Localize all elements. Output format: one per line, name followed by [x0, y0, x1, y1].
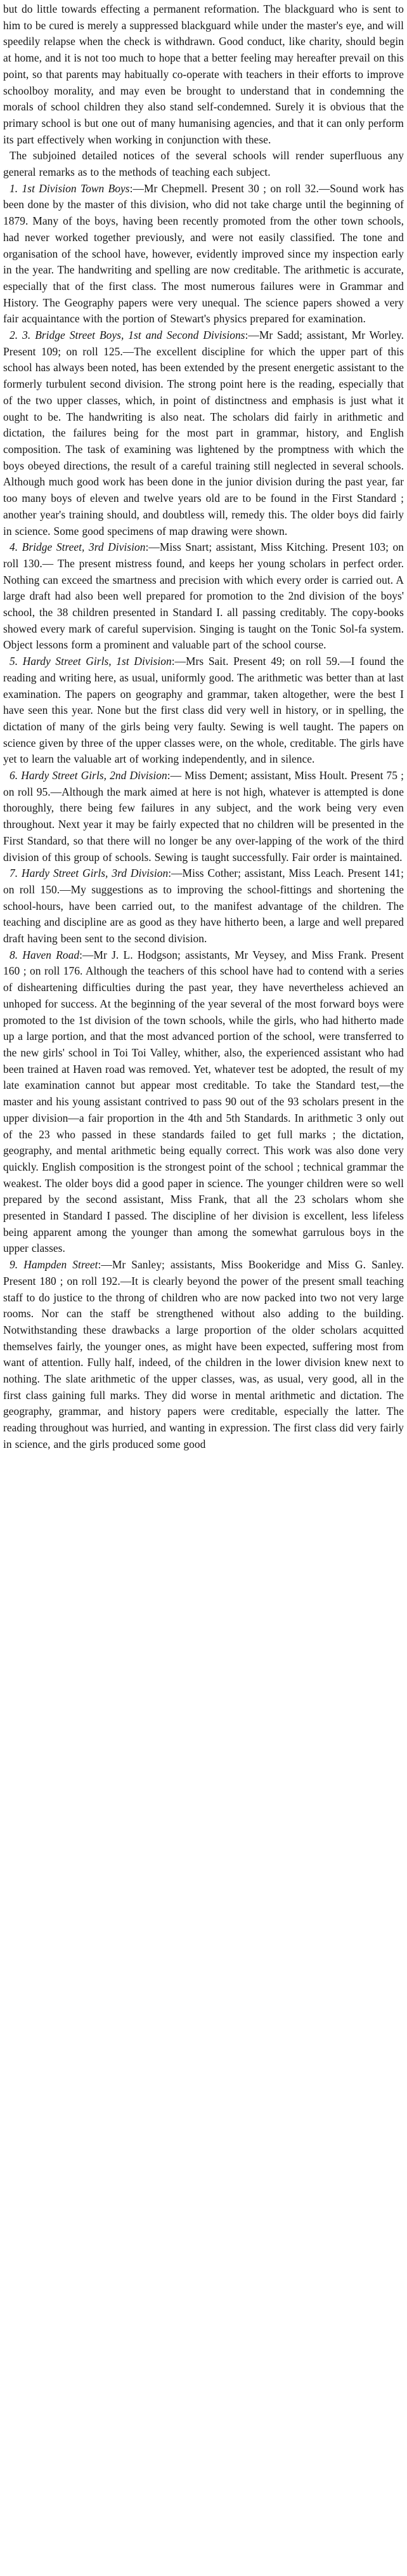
article-column: [3, 1, 404, 1453]
school-notice-text: :—Miss Cother; assistant, Miss Leach. Present 141; on roll 150.—My suggestions as to improving the school-fittings and shortening the school-hours, have been carried out, to the manifest advantage of the children. The teaching and discipline are as good as they have hitherto been, a large and well prepared draft having been sent to the second division.: [3, 867, 404, 945]
school-notice-text: :—Miss Snart; assistant, Miss Kitching. Present 103; on roll 130.— The present mistress found, and keeps her young scholars in perfect order. Nothing can exceed the smartness and precision with which every order is carried out. A large draft had also been well prepared for promotion to the 2nd division of the boys' school, the 38 children presented in Standard I. all passing creditably. The copy-books showed every mark of careful supervision. Singing is taught on the Tonic Sol-fa system. Object lessons form a prominent and valuable part of the school course.: [3, 541, 404, 652]
school-notice-text: :—Mrs Sait. Present 49; on roll 59.—I found the reading and writing here, as usual, uniformly good. The arithmetic was better than at last examination. The papers on geography and grammar, taken altogether, were the best I have seen this year. None but the first class did very well in history, or in spelling, the dictation of many of the girls being very faulty. Sewing is well taught. The papers on science given by three of the upper classes were, on the whole, creditable. The girls have yet to learn the valuable art of working independently, and in silence.: [3, 655, 404, 766]
school-notice-bridge-street-boys: [3, 327, 404, 539]
school-notice-heading: 7. Hardy Street Girls, 3rd Division: [10, 867, 169, 880]
paragraph-intro: [3, 148, 404, 180]
school-notice-heading: 4. Bridge Street, 3rd Division: [10, 541, 146, 554]
school-notice-text: :—Mr J. L. Hodgson; assistants, Mr Veysey, and Miss Frank. Present 160 ; on roll 176. Although the teachers of this school have had to contend with a series of disheartening difficulties during the past year, they have nevertheless achieved an unhoped for success. At the beginning of the year several of the most forward boys were promoted to the 1st division of the town schools, while the girls, who had hitherto made up a large portion, and that the most advanced portion of the school, were transferred to the new girls' school in Toi Toi Valley, whither, also, the experienced assistant who had been trained at Haven road was removed. Yet, whatever test be adopted, the result of my late examination cannot but appear most creditable. To take the Standard test,—the master and his young assistant contrived to pass 90 out of the 93 scholars present in the upper division—a fair proportion in the 4th and 5th Standards. In arithmetic 3 only out of the 23 who passed in these standards failed to get full marks ; the dictation, geography, and mental arithmetic being equally correct. This work was also done very quickly. English composition is the strongest point of the school ; technical grammar the weakest. The older boys did a good paper in science. The younger children were so well prepared by the second assistant, Miss Frank, that all the 23 scholars whom she presented in Standard I passed. The discipline of her division is excellent, less lifeless being apparent among the younger than among the somewhat garrulous boys in the upper classes.: [3, 948, 404, 1255]
school-notice-hardy-street-3rd: [3, 865, 404, 947]
school-notice-text: :— Miss Dement; assistant, Miss Hoult. Present 75 ; on roll 95.—Although the mark aimed at here is not high, whatever is attempted is done thoroughly, there being few failures in any subject, and the work being very even throughout. Next year it may be fairly expected that no children will be presented in the First Standard, so that there will no longer be any over-lapping of the work of the third division of this group of schools. Sewing is taught successfully. Fair order is maintained.: [3, 769, 404, 864]
school-notice-heading: 2. 3. Bridge Street Boys, 1st and Second Divisions: [10, 329, 245, 342]
school-notice-bridge-street-3rd: [3, 539, 404, 654]
paragraph-text: The subjoined detailed notices of the several schools will render superfluous any general remarks as to the methods of teaching each subject.: [3, 149, 404, 179]
paragraph-text: but do little towards effecting a permanent reformation. The blackguard who is sent to him to be cured is merely a suppressed blackguard while under the master's eye, and will speedily relapse when the check is withdrawn. Good conduct, like charity, should begin at home, and it is not too much to hope that a better feeling may hereafter prevail on this point, so that parents may habitually co-operate with teachers in their efforts to improve schoolboy morality, and may even be brought to understand that in condemning the morals of school children they also stand self-condemned. Surely it is obvious that the primary school is but one out of many humanising agencies, and that it can only perform its part effectively when working in conjunction with these.: [3, 3, 404, 146]
school-notice-hampden-street: [3, 1257, 404, 1452]
paragraph-continuation: [3, 1, 404, 148]
school-notice-hardy-street-2nd: [3, 768, 404, 865]
school-notice-heading: 9. Hampden Street: [10, 1258, 98, 1272]
school-notice-text: :—Mr Sadd; assistant, Mr Worley. Present 109; on roll 125.—The excellent discipline for which the upper part of this school has always been noted, has been extended by the present energetic assistant to the formerly turbulent second division. The strong point here is the reading, especially that of the two upper classes, which, in point of distinctness and emphasis is just what it ought to be. The handwriting is also neat. The scholars did fairly in arithmetic and dictation, the failures being for the most part in grammar, history, and English composition. The task of examining was lightened by the promptness with which the boys obeyed directions, the result of a careful training still neglected in several schools. Although much good work has been done in the junior division during the past year, far too many boys of eleven and twelve years old are to be found in the First Standard ; another year's training should, and doubtless will, remedy this. The older boys did fairly in science. Some good specimens of map drawing were shown.: [3, 329, 404, 537]
school-notice-text: :—Mr Chepmell. Present 30 ; on roll 32.—Sound work has been done by the master of this division, who did not take charge until the beginning of 1879. Many of the boys, having been recently promoted from the other town schools, had never worked together previously, and were not easily classified. The tone and organisation of the school have, however, evidently improved since my inspection early in the year. The handwriting and spelling are now creditable. The arithmetic is accurate, especially that of the first class. The most numerous failures were in Grammar and History. The Geography papers were very unequal. The science papers showed a very fair acquaintance with the portion of Stewart's physics prepared for examination.: [3, 181, 404, 325]
school-notice-heading: 5. Hardy Street Girls, 1st Division: [10, 655, 172, 668]
school-notice-heading: 6. Hardy Street Girls, 2nd Division: [10, 769, 167, 782]
school-notice-town-boys: [3, 181, 404, 327]
school-notice-heading: 8. Haven Road: [10, 948, 80, 961]
school-notice-heading: 1. 1st Division Town Boys: [10, 181, 130, 195]
school-notice-haven-road: [3, 947, 404, 1257]
school-notice-hardy-street-1st: [3, 654, 404, 768]
school-notice-text: :—Mr Sanley; assistants, Miss Bookeridge and Miss G. Sanley. Present 180 ; on roll 192.—It is clearly beyond the power of the present small teaching staff to do justice to the throng of children who are now packed into two not very large rooms. Nor can the staff be strengthened without also adding to the building. Notwithstanding these drawbacks a large proportion of the older scholars acquitted themselves fairly, the younger ones, as might have been expected, suffering most from want of attention. Fully half, indeed, of the children in the lower division knew next to nothing. The slate arithmetic of the upper classes, was, as usual, very good, all in the first class gaining full marks. They did worse in mental arithmetic and dictation. The geography, grammar, and history papers were creditable, especially the latter. The reading throughout was hurried, and wanting in expression. The first class did very fairly in science, and the girls produced some good: [3, 1258, 404, 1450]
